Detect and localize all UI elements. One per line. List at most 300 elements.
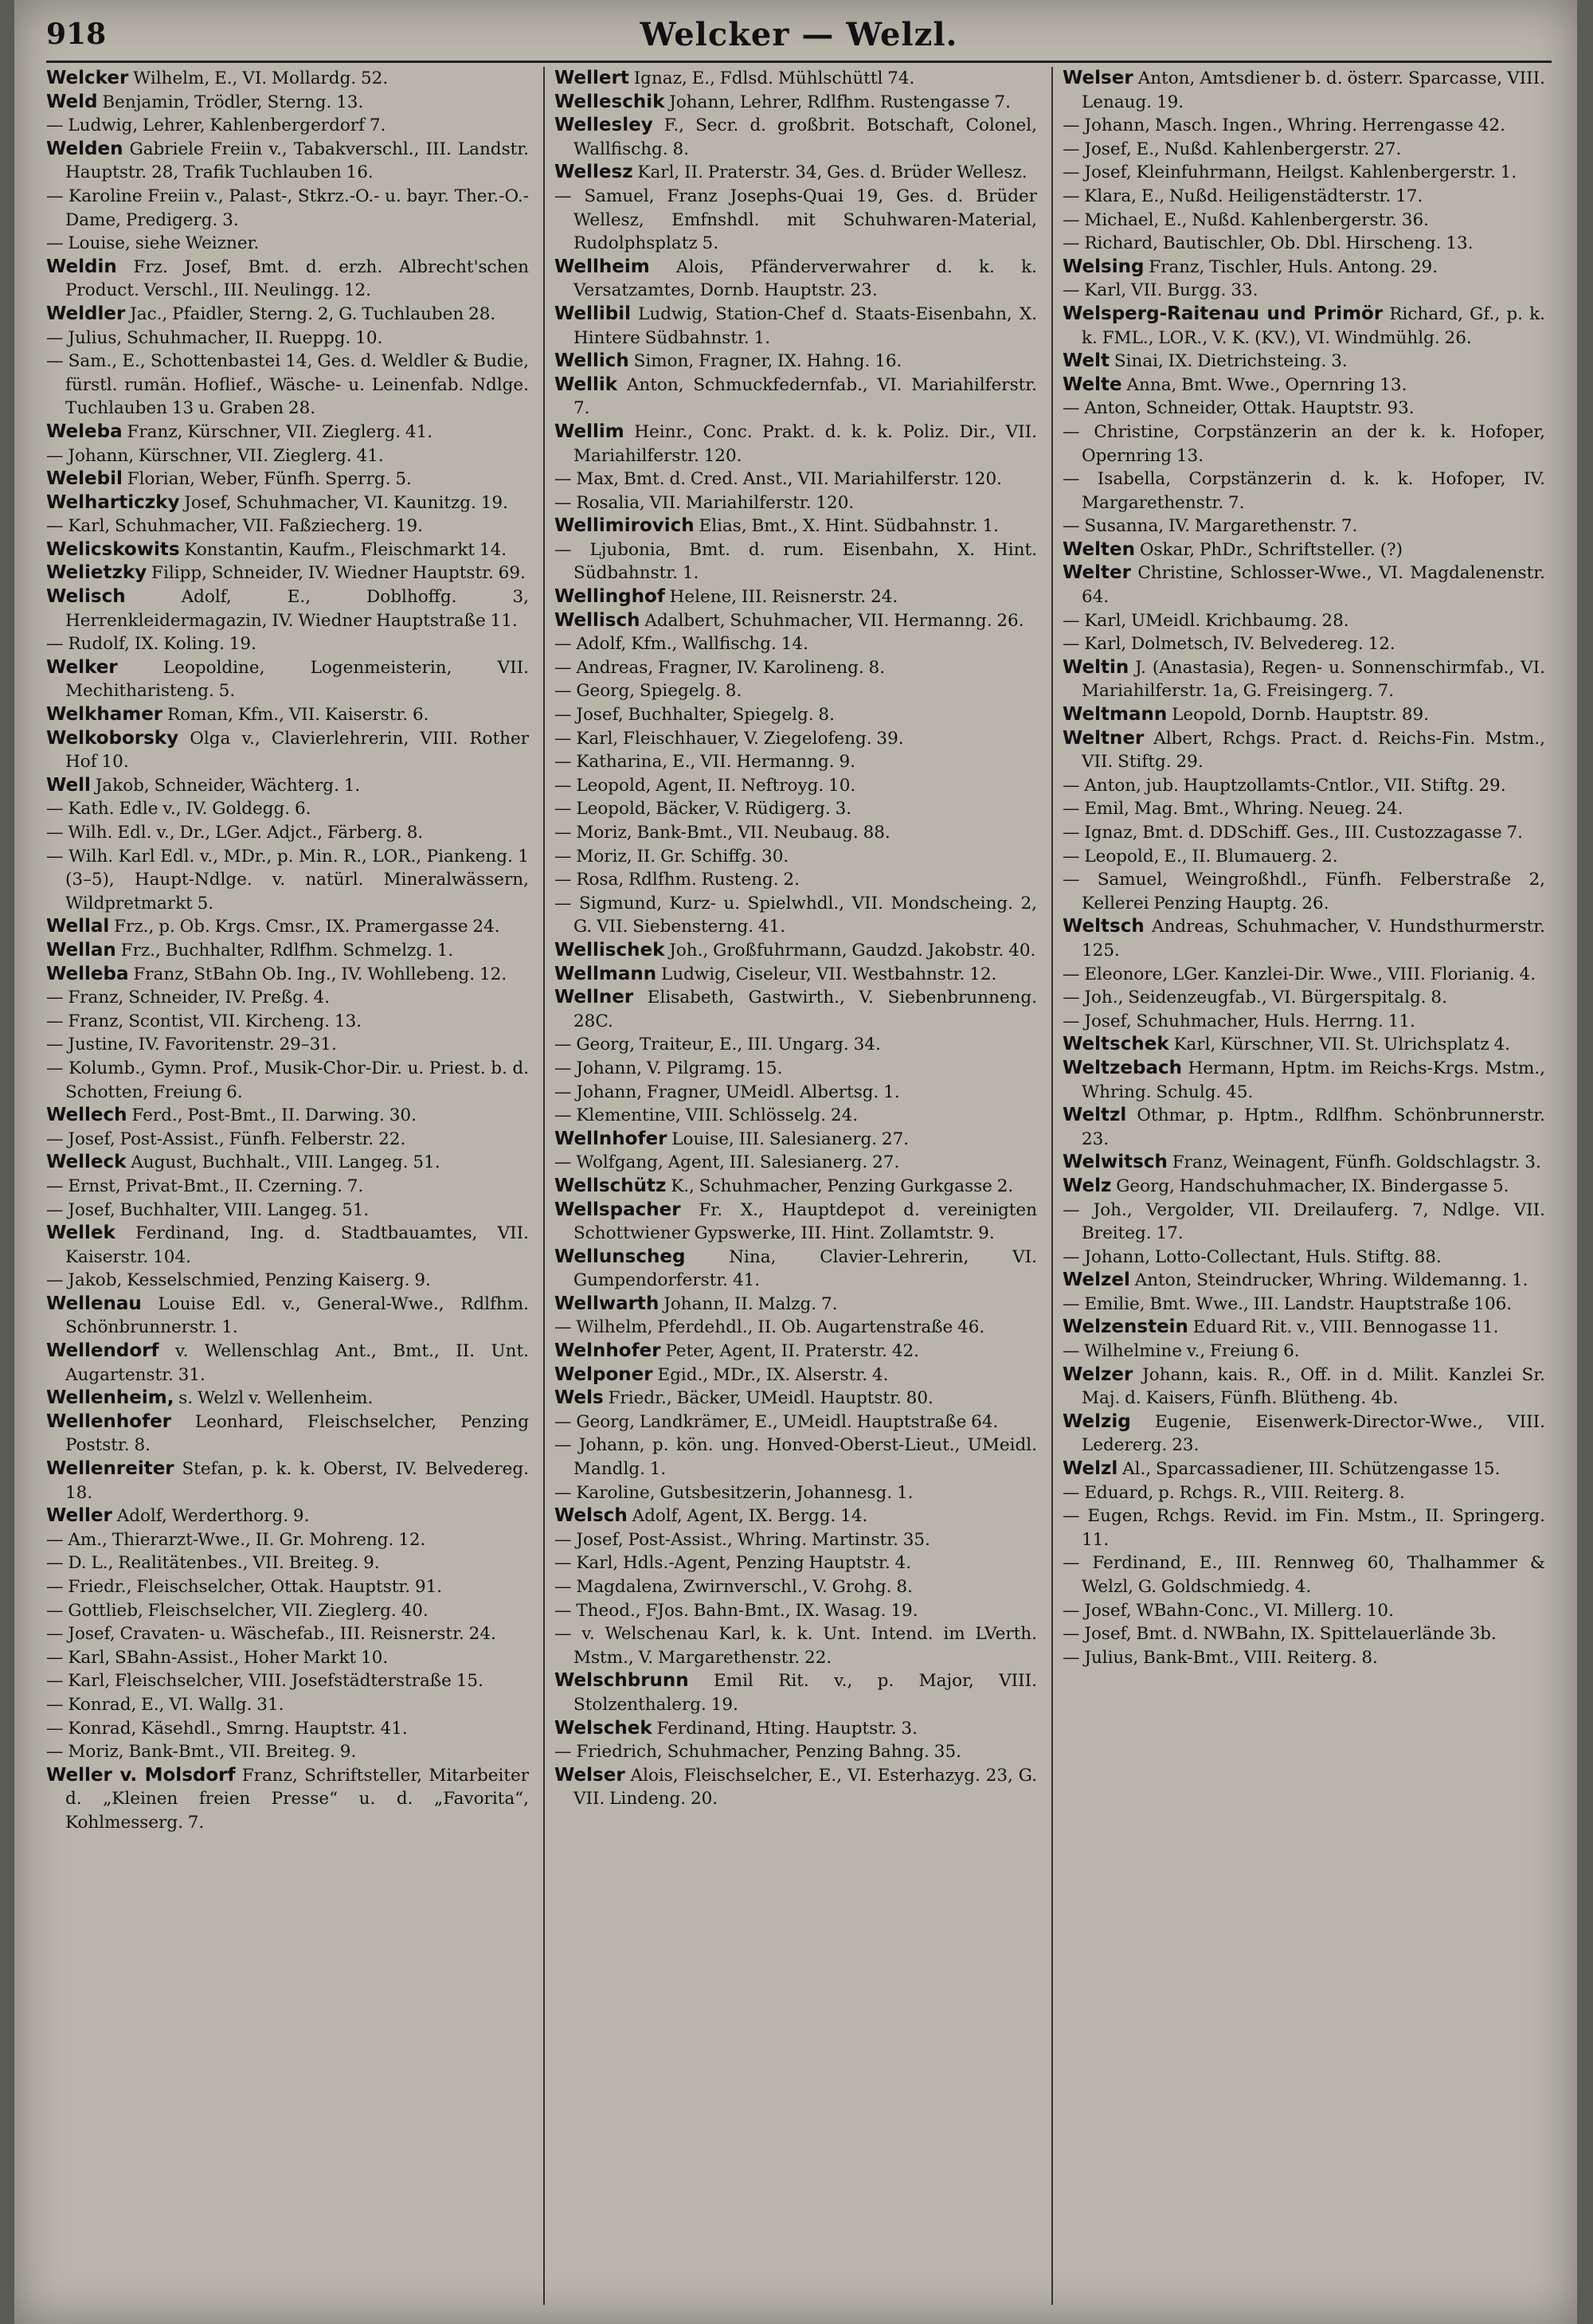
directory-entry (1063, 1151, 1545, 1175)
directory-entry (1063, 845, 1545, 869)
entry-details: — Josef, Kleinfuhrmann, Heilgst. Kahlenbergerstr. 1. (1063, 162, 1517, 183)
entry-surname: Well (46, 774, 91, 796)
directory-entry (1063, 609, 1545, 633)
directory-entry (554, 1246, 1037, 1293)
directory-entry (1063, 114, 1545, 138)
directory-entry (1063, 561, 1545, 608)
entry-details: Benjamin, Trödler, Sterng. 13. (97, 92, 364, 112)
directory-entry (554, 1199, 1037, 1246)
entry-details: Ludwig, Station-Chef d. Staats-Eisenbahn, X. Hintere Südbahnstr. 1. (573, 303, 1037, 348)
directory-entry (46, 1057, 529, 1104)
directory-entry (554, 374, 1037, 421)
entry-details: — Michael, E., Nußd. Kahlenbergerstr. 36. (1063, 209, 1430, 230)
directory-entry (554, 67, 1037, 91)
entry-details: — Konrad, Käsehdl., Smrng. Hauptstr. 41. (46, 1718, 408, 1739)
directory-entry (1063, 1104, 1545, 1151)
entry-details: Johann, II. Malzg. 7. (659, 1293, 838, 1314)
entry-details: — Kolumb., Gymn. Prof., Musik-Chor-Dir. u. Priest. b. d. Schotten, Freiung 6. (46, 1058, 529, 1102)
entry-surname: Wellisch (554, 609, 640, 631)
entry-details: — Rosalia, VII. Mariahilferstr. 120. (554, 492, 855, 513)
entry-surname: Weleba (46, 421, 123, 442)
directory-entry (46, 114, 529, 138)
entry-surname: Welzel (1063, 1270, 1130, 1291)
entry-surname: Welleck (46, 1152, 127, 1173)
directory-entry (554, 656, 1037, 680)
entry-details: — Josef, E., Nußd. Kahlenbergerstr. 27. (1063, 139, 1402, 159)
directory-entry (554, 1363, 1037, 1387)
entry-surname: Welsperg-Raitenau und Primör (1063, 303, 1384, 324)
directory-entry (46, 1410, 529, 1457)
entry-surname: Wellek (46, 1223, 115, 1244)
directory-entry (554, 1316, 1037, 1340)
entry-details: Alois, Fleischselcher, E., VI. Esterhazyg. 23, G. VII. Lindeng. 20. (573, 1765, 1037, 1810)
directory-entry (554, 750, 1037, 774)
entry-details: — Georg, Landkrämer, E., UMeidl. Hauptstraße 64. (554, 1411, 999, 1432)
entry-details: — Johann, p. kön. ung. Honved-Oberst-Lieut., UMeidl. Mandlg. 1. (554, 1435, 1037, 1480)
entry-details: Georg, Handschuhmacher, IX. Bindergasse 5. (1111, 1176, 1509, 1196)
directory-entry (46, 1457, 529, 1504)
directory-entry (1063, 868, 1545, 915)
entry-details: — Magdalena, Zwirnverschl., V. Grohg. 8. (554, 1577, 913, 1597)
directory-entry (46, 138, 529, 185)
directory-entry (554, 1151, 1037, 1175)
entry-details: — Karl, Fleischhauer, V. Ziegelofeng. 39. (554, 728, 904, 749)
entry-surname: Welleschik (554, 91, 665, 112)
directory-entry (554, 1669, 1037, 1716)
directory-entry (46, 1128, 529, 1152)
directory-entry (1063, 1551, 1545, 1598)
directory-columns (46, 67, 1560, 2305)
directory-entry (554, 1740, 1037, 1764)
directory-entry (554, 1387, 1037, 1410)
entry-surname: Wellischek (554, 939, 665, 961)
entry-details: Joh., Großfuhrmann, Gaudzd. Jakobstr. 40. (664, 940, 1036, 961)
entry-details: — Julius, Bank-Bmt., VIII. Reiterg. 8. (1063, 1647, 1378, 1668)
entry-surname: Welcker (46, 68, 129, 88)
entry-details: — Isabella, Corpstänzerin d. k. k. Hofoper, IV. Margarethenstr. 7. (1063, 469, 1545, 513)
directory-entry (46, 91, 529, 115)
entry-details: — Franz, Schneider, IV. Preßg. 4. (46, 988, 331, 1008)
directory-entry (46, 845, 529, 916)
directory-entry (46, 232, 529, 256)
entry-details: — Friedr., Fleischselcher, Ottak. Hauptstr. 91. (46, 1577, 443, 1597)
entry-details: — Max, Bmt. d. Cred. Anst., VII. Mariahilferstr. 120. (554, 469, 1002, 490)
entry-details: Franz, Weinagent, Fünfh. Goldschlagstr. 3. (1167, 1152, 1541, 1173)
entry-surname: Welharticzky (46, 491, 180, 513)
entry-details: — Sigmund, Kurz- u. Spielwhdl., VII. Mondscheing. 2, G. VII. Siebensterng. 41. (554, 893, 1037, 937)
entry-details: Egid., MDr., IX. Alserstr. 4. (652, 1364, 889, 1385)
entry-details: Friedr., Bäcker, UMeidl. Hauptstr. 80. (603, 1388, 933, 1409)
entry-details: — Emilie, Bmt. Wwe., III. Landstr. Hauptstraße 106. (1063, 1293, 1513, 1314)
entry-surname: Welkhamer (46, 704, 163, 726)
directory-entry (46, 1387, 529, 1410)
directory-entry (1063, 538, 1545, 562)
entry-details: — Georg, Spiegelg. 8. (554, 681, 742, 702)
entry-details: Anna, Bmt. Wwe., Opernring 13. (1121, 374, 1407, 395)
entry-details: Othmar, p. Hptm., Rdlfhm. Schönbrunnerstr. 23. (1082, 1105, 1545, 1149)
entry-details: Adolf, E., Doblhoffg. 3, Herrenkleidermagazin, IV. Wiedner Hauptstraße 11. (65, 587, 529, 631)
entry-details: — Johann, Masch. Ingen., Whring. Herrengasse 42. (1063, 115, 1505, 136)
entry-details: — Karl, Hdls.-Agent, Penzing Hauptstr. 4. (554, 1553, 912, 1574)
directory-entry (1063, 797, 1545, 821)
directory-entry (1063, 632, 1545, 656)
directory-entry (1063, 915, 1545, 962)
directory-entry (46, 703, 529, 727)
directory-entry (1063, 1481, 1545, 1505)
directory-entry (554, 1481, 1037, 1505)
entry-surname: Welzer (1063, 1363, 1133, 1385)
directory-entry (46, 963, 529, 987)
directory-entry (46, 1033, 529, 1057)
running-head: Welcker — Welzl. (640, 16, 958, 53)
directory-entry (46, 256, 529, 303)
entry-surname: Wellesz (554, 162, 633, 183)
entry-details: — Samuel, Weingroßhdl., Fünfh. Felberstraße 2, Kellerei Penzing Hauptg. 26. (1063, 870, 1545, 914)
entry-details: Fr. X., Hauptdepot d. vereinigten Schottwiener Gypswerke, III. Hint. Zollamtstr. 9. (573, 1199, 1037, 1244)
directory-entry (554, 1293, 1037, 1317)
entry-surname: Weller (46, 1505, 112, 1527)
directory-entry (1063, 1457, 1545, 1481)
directory-entry (1063, 727, 1545, 774)
directory-entry (46, 514, 529, 538)
directory-entry (46, 350, 529, 421)
entry-details: Franz, Kürschner, VII. Zieglerg. 41. (122, 421, 433, 442)
entry-details: Filipp, Schneider, IV. Wiedner Hauptstr. 69. (147, 563, 526, 584)
entry-details: — Josef, Bmt. d. NWBahn, IX. Spittelauerlände 3b. (1063, 1624, 1497, 1645)
entry-surname: Wels (554, 1387, 604, 1409)
entry-details: — Friedrich, Schuhmacher, Penzing Bahng. 35. (554, 1742, 961, 1763)
entry-details: Jac., Pfaidler, Sterng. 2, G. Tuchlauben 28. (125, 303, 496, 324)
entry-details: Frz. Josef, Bmt. d. erzh. Albrecht'schen Product. Verschl., III. Neulingg. 12. (65, 256, 529, 301)
entry-surname: Welter (1063, 562, 1131, 584)
directory-entry (46, 656, 529, 703)
directory-entry (554, 91, 1037, 115)
entry-surname: Wellesley (554, 115, 653, 136)
directory-entry (554, 845, 1037, 869)
entry-details: — Moriz, Bank-Bmt., VII. Neubaug. 88. (554, 823, 890, 843)
entry-surname: Wellech (46, 1105, 127, 1126)
entry-surname: Weltschek (1063, 1034, 1169, 1055)
entry-details: — Anton, Schneider, Ottak. Hauptstr. 93. (1063, 398, 1415, 419)
entry-details: Alois, Pfänderverwahrer d. k. k. Versatzamtes, Dornb. Hauptstr. 23. (573, 256, 1037, 301)
entry-details: Franz, Schriftsteller, Mitarbeiter d. „Kleinen freien Presse“ u. d. „Favorita“, Kohlmesserg. 7. (65, 1765, 529, 1833)
directory-entry (554, 1717, 1037, 1741)
entry-surname: Welz (1063, 1175, 1112, 1196)
entry-details: — Wolfgang, Agent, III. Salesianerg. 27. (554, 1152, 900, 1173)
entry-details: Ignaz, E., Fdlsd. Mühlschüttl 74. (628, 68, 915, 88)
entry-details: — Wilhelm, Pferdehdl., II. Ob. Augartenstraße 46. (554, 1317, 985, 1338)
directory-entry (1063, 1010, 1545, 1034)
entry-details: Wilhelm, E., VI. Mollardg. 52. (128, 68, 389, 88)
entry-details: — Johann, Lotto-Collectant, Huls. Stiftg. 88. (1063, 1246, 1442, 1267)
entry-details: — Joh., Vergolder, VII. Dreilauferg. 7, Ndlge. VII. Breiteg. 17. (1063, 1199, 1545, 1244)
entry-details: Al., Sparcassadiener, III. Schützengasse 15. (1117, 1459, 1501, 1480)
directory-entry (1063, 1363, 1545, 1410)
entry-surname: Welisch (46, 586, 126, 608)
directory-entry (1063, 421, 1545, 468)
directory-entry (554, 1104, 1037, 1128)
directory-entry (554, 114, 1037, 161)
directory-entry (554, 939, 1037, 963)
entry-surname: Weldin (46, 256, 117, 277)
directory-entry (554, 1175, 1037, 1199)
entry-details: — Klara, E., Nußd. Heiligenstädterstr. 17. (1063, 186, 1423, 206)
entry-details: — Emil, Mag. Bmt., Whring. Neueg. 24. (1063, 799, 1403, 820)
directory-entry (46, 1764, 529, 1835)
directory-entry (46, 1504, 529, 1528)
directory-entry (554, 1599, 1037, 1623)
entry-surname: Weltzl (1063, 1105, 1127, 1126)
directory-entry (554, 1033, 1037, 1057)
directory-entry (554, 1528, 1037, 1552)
entry-surname: Welnhofer (554, 1340, 661, 1362)
directory-entry (554, 1504, 1037, 1528)
directory-entry (46, 1599, 529, 1623)
entry-details: — Karl, Schuhmacher, VII. Faßziecherg. 19. (46, 516, 424, 537)
entry-surname: Welker (46, 656, 118, 678)
entry-details: — Karl, Dolmetsch, IV. Belvedereg. 12. (1063, 634, 1395, 655)
entry-details: — Karl, SBahn-Assist., Hoher Markt 10. (46, 1647, 389, 1668)
directory-entry (554, 1622, 1037, 1669)
directory-entry (1063, 1033, 1545, 1057)
directory-entry (554, 161, 1037, 185)
directory-entry (46, 185, 529, 232)
entry-surname: Weltsch (1063, 916, 1145, 937)
entry-surname: Wellinghof (554, 586, 665, 608)
entry-details: Gabriele Freiin v., Tabakverschl., III. Landstr. Hauptstr. 28, Trafik Tuchlauben 16. (65, 139, 529, 183)
entry-surname: Weltin (1063, 656, 1129, 678)
entry-details: — Samuel, Franz Josephs-Quai 19, Ges. d. Brüder Wellesz, Emfnshdl. mit Schuhwaren-Material, Rudolphsplatz 5. (554, 186, 1037, 254)
directory-entry (554, 821, 1037, 845)
entry-details: — Joh., Seidenzeugfab., VI. Bürgerspitalg. 8. (1063, 988, 1447, 1008)
directory-entry (1063, 1057, 1545, 1104)
entry-surname: Welzl (1063, 1458, 1118, 1480)
directory-entry (554, 703, 1037, 727)
entry-details: — Wilh. Karl Edl. v., MDr., p. Min. R., LOR., Piankeng. 1 (3–5), Haupt-Ndlge. v. natürl. Mineralwässern, Wildpretmarkt 5. (46, 846, 529, 914)
entry-details: — Sam., E., Schottenbastei 14, Ges. d. Weldler & Budie, fürstl. rumän. Hoflief., Wäsche- u. Leinenfab. Ndlge. Tuchlauben 13 u. Graben 28. (46, 351, 529, 419)
entry-surname: Welschek (554, 1717, 652, 1739)
entry-details: — Moriz, II. Gr. Schiffg. 30. (554, 846, 789, 867)
entry-details: Leopoldine, Logenmeisterin, VII. Mechitharisteng. 5. (65, 657, 529, 702)
entry-surname: Wellim (554, 421, 624, 442)
entry-details: — Rosa, Rdlfhm. Rusteng. 2. (554, 870, 800, 890)
directory-entry (1063, 1410, 1545, 1457)
entry-details: Adolf, Agent, IX. Bergg. 14. (627, 1506, 868, 1527)
directory-entry (46, 491, 529, 515)
entry-details: Adolf, Werderthorg. 9. (112, 1506, 310, 1527)
entry-details: Florian, Weber, Fünfh. Sperrg. 5. (122, 469, 412, 490)
directory-entry (1063, 1199, 1545, 1246)
page-number: 918 (46, 18, 107, 51)
entry-surname: Wellich (554, 350, 629, 372)
entry-details: — Theod., FJos. Bahn-Bmt., IX. Wasag. 19. (554, 1600, 918, 1621)
directory-entry (554, 963, 1037, 987)
directory-entry (554, 1081, 1037, 1105)
entry-surname: Welicskowits (46, 538, 180, 560)
entry-surname: Wellenhofer (46, 1410, 172, 1432)
directory-entry (554, 185, 1037, 256)
entry-details: Simon, Fragner, IX. Hahng. 16. (628, 351, 902, 372)
entry-details: Roman, Kfm., VII. Kaiserstr. 6. (162, 705, 429, 726)
entry-details: Elias, Bmt., X. Hint. Südbahnstr. 1. (694, 516, 999, 537)
directory-entry (1063, 986, 1545, 1010)
directory-entry (46, 1151, 529, 1175)
directory-entry (1063, 514, 1545, 538)
directory-entry (554, 350, 1037, 374)
entry-details: Eugenie, Eisenwerk-Director-Wwe., VIII. Ledererg. 23. (1082, 1411, 1545, 1456)
directory-entry (46, 1010, 529, 1034)
entry-details: — Ljubonia, Bmt. d. rum. Eisenbahn, X. Hint. Südbahnstr. 1. (554, 539, 1037, 584)
entry-details: Johann, Lehrer, Rdlfhm. Rustengasse 7. (664, 92, 1011, 112)
directory-entry (1063, 468, 1545, 514)
entry-details: — Wilh. Edl. v., Dr., LGer. Adjct., Färberg. 8. (46, 823, 424, 843)
entry-details: Louise, III. Salesianerg. 27. (667, 1129, 910, 1149)
entry-surname: Wellmann (554, 963, 657, 984)
entry-details: Karl, II. Praterstr. 34, Ges. d. Brüder Wellesz. (632, 162, 1027, 183)
entry-details: — Josef, Buchhalter, VIII. Langeg. 51. (46, 1199, 370, 1220)
directory-entry (46, 1175, 529, 1199)
entry-details: — Andreas, Fragner, IV. Karolineng. 8. (554, 657, 886, 678)
column-divider (543, 67, 545, 2305)
entry-surname: Wellenheim, (46, 1387, 174, 1409)
entry-details: Oskar, PhDr., Schriftsteller. (?) (1135, 539, 1403, 560)
directory-entry (46, 1646, 529, 1670)
directory-entry (554, 514, 1037, 538)
directory-entry (46, 774, 529, 798)
entry-details: — Rudolf, IX. Koling. 19. (46, 634, 256, 655)
directory-entry (46, 915, 529, 939)
directory-entry (46, 1693, 529, 1717)
directory-entry (46, 632, 529, 656)
directory-entry (46, 444, 529, 468)
entry-details: — Am., Thierarzt-Wwe., II. Gr. Mohreng. 12. (46, 1529, 426, 1550)
directory-entry (1063, 397, 1545, 421)
entry-details: Leopold, Dornb. Hauptstr. 89. (1167, 705, 1430, 726)
directory-entry (554, 1575, 1037, 1599)
directory-entry (46, 1622, 529, 1646)
entry-surname: Welietzky (46, 562, 147, 584)
directory-entry (554, 538, 1037, 585)
directory-entry (46, 1269, 529, 1293)
entry-details: Elisabeth, Gastwirth., V. Siebenbrunneng. 28C. (573, 988, 1037, 1031)
directory-entry (1063, 138, 1545, 162)
entry-details: Sinai, IX. Dietrichsteing. 3. (1110, 351, 1348, 372)
directory-entry (1063, 1269, 1545, 1293)
entry-surname: Welschbrunn (554, 1670, 689, 1692)
directory-entry (554, 727, 1037, 751)
entry-details: — Ludwig, Lehrer, Kahlenbergerdorf 7. (46, 115, 386, 136)
entry-surname: Weld (46, 91, 98, 112)
entry-surname: Welleba (46, 963, 129, 984)
entry-details: Nina, Clavier-Lehrerin, VI. Gumpendorferstr. 41. (573, 1246, 1037, 1291)
entry-details: Ferd., Post-Bmt., II. Darwing. 30. (127, 1105, 417, 1126)
directory-entry (1063, 1504, 1545, 1551)
entry-details: August, Buchhalt., VIII. Langeg. 51. (126, 1152, 440, 1173)
entry-details: v. Wellenschlag Ant., Bmt., II. Unt. Augartenstr. 31. (65, 1341, 529, 1385)
entry-details: — Karl, VII. Burgg. 33. (1063, 280, 1258, 301)
entry-details: Franz, Tischler, Huls. Antong. 29. (1144, 256, 1438, 277)
entry-details: — Johann, V. Pilgramg. 15. (554, 1058, 783, 1078)
directory-entry (554, 632, 1037, 656)
entry-details: — Leopold, E., II. Blumauerg. 2. (1063, 846, 1338, 867)
entry-details: — Moriz, Bank-Bmt., VII. Breiteg. 9. (46, 1742, 357, 1763)
entry-details: Karl, Kürschner, VII. St. Ulrichsplatz 4. (1168, 1035, 1511, 1055)
entry-details: s. Welzl v. Wellenheim. (174, 1388, 374, 1409)
entry-surname: Wellert (554, 68, 629, 88)
entry-surname: Welte (1063, 374, 1122, 395)
entry-details: Ferdinand, Hting. Hauptstr. 3. (652, 1718, 918, 1739)
entry-details: — Johann, Fragner, UMeidl. Albertsg. 1. (554, 1082, 900, 1102)
entry-surname: Wellheim (554, 256, 650, 277)
entry-details: — Katharina, E., VII. Hermanng. 9. (554, 752, 855, 773)
entry-details: — Wilhelmine v., Freiung 6. (1063, 1341, 1300, 1362)
entry-details: Eduard Rit. v., VIII. Bennogasse 11. (1188, 1317, 1499, 1338)
entry-details: Anton, Amtsdiener b. d. österr. Sparcasse, VIII. Lenaug. 19. (1082, 68, 1545, 112)
directory-entry (46, 1575, 529, 1599)
directory-entry (554, 1128, 1037, 1152)
column-divider (1051, 67, 1053, 2305)
entry-details: Louise Edl. v., General-Wwe., Rdlfhm. Schönbrunnerstr. 1. (65, 1293, 529, 1338)
column-3 (1063, 67, 1545, 2305)
entry-details: Jakob, Schneider, Wächterg. 1. (90, 775, 361, 796)
entry-details: Franz, StBahn Ob. Ing., IV. Wohllebeng. 12. (128, 964, 507, 984)
directory-entry (46, 1340, 529, 1387)
entry-surname: Welwitsch (1063, 1152, 1168, 1173)
entry-details: — v. Welschenau Karl, k. k. Unt. Intend. im LVerth. Mstm., V. Margarethenstr. 22. (554, 1624, 1037, 1668)
directory-entry (46, 1551, 529, 1575)
entry-details: Heinr., Conc. Prakt. d. k. k. Poliz. Dir., VII. Mariahilferstr. 120. (573, 421, 1037, 466)
directory-entry (46, 67, 529, 91)
entry-surname: Welkoborsky (46, 727, 179, 749)
entry-surname: Wellendorf (46, 1340, 159, 1362)
directory-entry (554, 679, 1037, 703)
entry-details: — Gottlieb, Fleischselcher, VII. Zieglerg. 40. (46, 1600, 429, 1621)
entry-surname: Wellnhofer (554, 1128, 667, 1149)
entry-details: — Josef, WBahn-Conc., VI. Millerg. 10. (1063, 1600, 1394, 1621)
entry-details: — Karl, Fleischselcher, VIII. Josefstädterstraße 15. (46, 1671, 483, 1692)
directory-page (14, 0, 1577, 2324)
entry-details: Peter, Agent, II. Praterstr. 42. (660, 1341, 920, 1362)
entry-surname: Weltner (1063, 727, 1145, 749)
entry-surname: Wellenau (46, 1293, 142, 1314)
entry-details: — Klementine, VIII. Schlösselg. 24. (554, 1105, 859, 1126)
entry-surname: Welten (1063, 538, 1136, 560)
entry-surname: Wellibil (554, 303, 632, 324)
entry-details: — Louise, siehe Weizner. (46, 233, 260, 254)
directory-entry (46, 1293, 529, 1340)
directory-entry (1063, 185, 1545, 209)
entry-surname: Wellik (554, 374, 618, 395)
entry-details: Anton, Schmuckfedernfab., VI. Mariahilferstr. 7. (573, 374, 1037, 419)
entry-details: Josef, Schuhmacher, VI. Kaunitzg. 19. (179, 492, 508, 513)
entry-surname: Wellspacher (554, 1199, 681, 1220)
entry-details: — Konrad, E., VI. Wallg. 31. (46, 1694, 284, 1715)
directory-entry (1063, 303, 1545, 350)
entry-details: Richard, Gf., p. k. k. FML., LOR., V. K. (KV.), VI. Windmühlg. 26. (1082, 303, 1545, 348)
entry-details: Ludwig, Ciseleur, VII. Westbahnstr. 12. (656, 964, 997, 984)
directory-entry (46, 821, 529, 845)
column-2 (554, 67, 1037, 2305)
directory-entry (46, 727, 529, 774)
directory-entry (554, 585, 1037, 609)
entry-details: — Jakob, Kesselschmied, Penzing Kaiserg. 9. (46, 1270, 431, 1291)
entry-details: — Eleonore, LGer. Kanzlei-Dir. Wwe., VIII. Florianig. 4. (1063, 964, 1536, 984)
directory-entry (554, 868, 1037, 892)
entry-surname: Weltzebach (1063, 1057, 1183, 1078)
entry-details: Olga v., Clavierlehrerin, VIII. Rother Hof 10. (65, 728, 529, 773)
directory-entry (46, 1222, 529, 1269)
directory-entry (46, 421, 529, 444)
